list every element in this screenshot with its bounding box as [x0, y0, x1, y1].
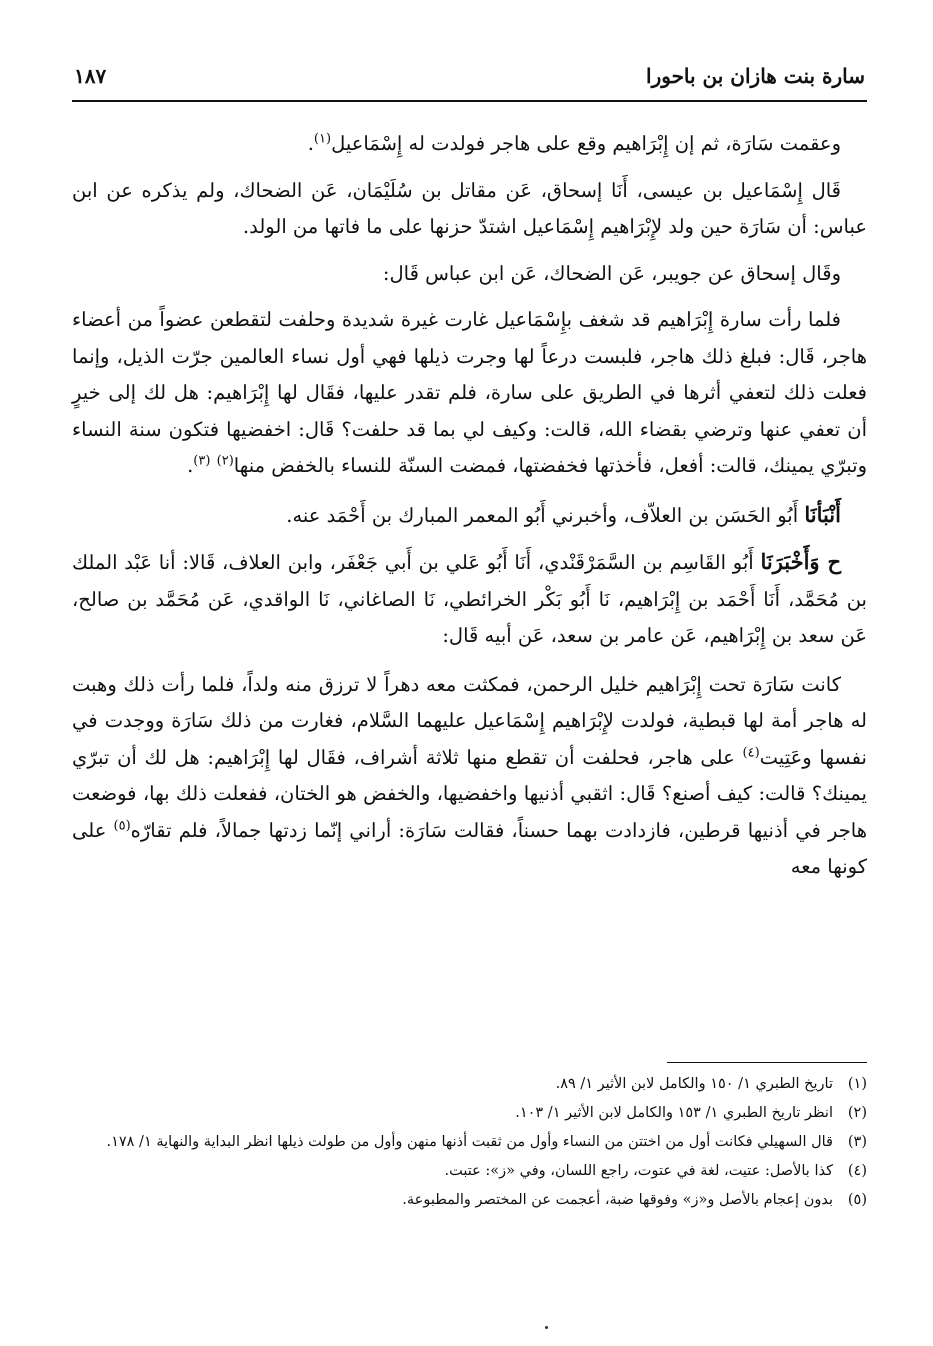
footnote [72, 1070, 867, 1099]
header-rule [72, 100, 867, 102]
footnote-text: تاريخ الطبري ١/ ١٥٠ والكامل لابن الأثير ١/ ٨٩. [555, 1076, 833, 1092]
footnote-text: انظر تاريخ الطبري ١/ ١٥٣ والكامل لابن الأثير ١/ ١٠٣. [515, 1105, 833, 1121]
paragraph: وقَال إسحاق عن جويبر، عَن الضحاك، عَن ابن عباس قَال: [382, 261, 841, 285]
footnote-ref[interactable]: (٢) [216, 453, 234, 469]
footnote [72, 1128, 867, 1157]
chapter-title: سارة بنت هازان بن باحورا [646, 64, 865, 88]
footnotes [72, 1070, 867, 1215]
scan-speck [545, 1326, 548, 1329]
footnote-text: قال السهيلي فكانت أول من اختتن من النساء وأول من ثقبت أذنها منهن وأول من طولت ذيلها انظر البداية والنهاية ١/ ١٧٨. [106, 1134, 833, 1150]
footnote-number: (٤) [847, 1163, 867, 1179]
footnote-ref[interactable]: (٣) [193, 453, 211, 469]
paragraph: وعقمت سَارَة، ثم إن إِبْرَاهيم وقع على هاجر فولدت له إِسْمَاعيل$^{(١)}$. [307, 131, 841, 155]
footnote-text: كذا بالأصل: عتيت، لغة في عتوت، راجع اللسان، وفي «ز»: عتبت. [444, 1163, 833, 1179]
footnote-ref[interactable]: (٤) [742, 745, 760, 760]
narration-keyword: ح وَأَخْبَرَنَا [760, 549, 842, 574]
paragraph: كانت سَارَة تحت إِبْرَاهيم خليل الرحمن، فمكثت معه دهراً لا ترزق منه ولداً، فلما رأت ذلك وهبت له هاجر أمة لها قبطية، فولدت لإِبْرَاهيم إِسْمَاعيل عليهما السَّلام، فغارت من ذلك سَارَة ووجدت في نفسها وعَتِيت$^{(٤)}$ على هاجر، فحلفت أن تقطع منها ثلاثة أشراف، فقَال لها إِبْرَاهيم: هل لك أن تبرّي يمينك؟ قالت: كيف أصنع؟ قَال: اثقبي أذنيها واخفضيها، والخفض هو الختان، ففعلت ذلك بها، فوضعت هاجر في أذنيها قرطين، فازدادت بهما حسناً، فقالت سَارَة: أراني إنّما زدتها جمالاً، فلم تقارّه$^{(٥)}$ على كونها معه [72, 672, 867, 878]
footnote-ref[interactable]: (١) [313, 131, 332, 147]
running-head [74, 58, 865, 94]
footnote-text: بدون إعجام بالأصل و«ز» وفوقها ضبة، أعجمت عن المختصر والمطبوعة. [402, 1192, 833, 1208]
footnote-ref[interactable]: (٥) [113, 818, 131, 833]
footnote-number: (٢) [847, 1105, 867, 1121]
narration-keyword: أَنْبَأنَا [804, 501, 841, 527]
paragraph: فلما رأت سارة إِبْرَاهيم قد شغف بإِسْمَاعيل غارت غيرة شديدة وحلفت لتقطعن عضواً من أعضاء هاجر، قَال: فبلغ ذلك هاجر، فلبست درعاً لها وجرت ذيلها فهي أول نساء العالمين جرّت الذيل، وإنما فعلت ذلك لتعفي أثرها في الطريق على سارة، فلم تقدر عليها، فقَال لها إِبْرَاهيم: هل لك إلى خيرٍ أن تعفي عنها وترضي بقضاء الله، قالت: وكيف لي بما قد حلفت؟ قَال: اخفضيها فتكون سنة النساء وتبرّي يمينك، قالت: أفعل، فأخذتها فخفضتها، فمضت السنّة للنساء بالخفض منها$^{(٢)}$ $^{(٣)}$. [72, 308, 867, 477]
footnote-number: (١) [847, 1076, 867, 1092]
footnote [72, 1186, 867, 1215]
footnote [72, 1157, 867, 1186]
footnote-rule [667, 1062, 867, 1063]
isnad-paragraph: ح وَأَخْبَرَنَا أَبُو القَاسِم بن السَّمَرْقَنْدي، أَنَا أَبُو عَلي بن أَبي جَعْفَر، وابن العلاف، قَالا: أنا عَبْد الملك بن مُحَمَّد، أَنَا أَحْمَد بن إِبْرَاهيم، نَا أَبُو بَكْر الخرائطي، نَا الصاغاني، نَا الواقدي، عَن مُحَمَّد بن صالح، عَن سعد بن إِبْرَاهيم، عَن عامر بن سعد، عَن أبيه قَال: [72, 549, 867, 647]
paragraph: قَال إِسْمَاعيل بن عيسى، أَنَا إسحاق، عَن مقاتل بن سُلَيْمَان، عَن الضحاك، ولم يذكره عن ابن عباس: أن سَارَة حين ولد لإِبْرَاهيم إِسْمَاعيل اشتدّ حزنها على ما فاتها من الولد. [72, 178, 867, 238]
footnote-number: (٥) [847, 1192, 867, 1208]
page-number: ١٨٧ [74, 64, 107, 88]
main-text [72, 126, 867, 896]
footnote-number: (٣) [847, 1134, 867, 1150]
isnad-paragraph: أَنْبَأنَا أَبُو الحَسَن بن العلاّف، وأخبرني أَبُو المعمر المبارك بن أَحْمَد عنه. [286, 501, 841, 527]
footnote [72, 1099, 867, 1128]
